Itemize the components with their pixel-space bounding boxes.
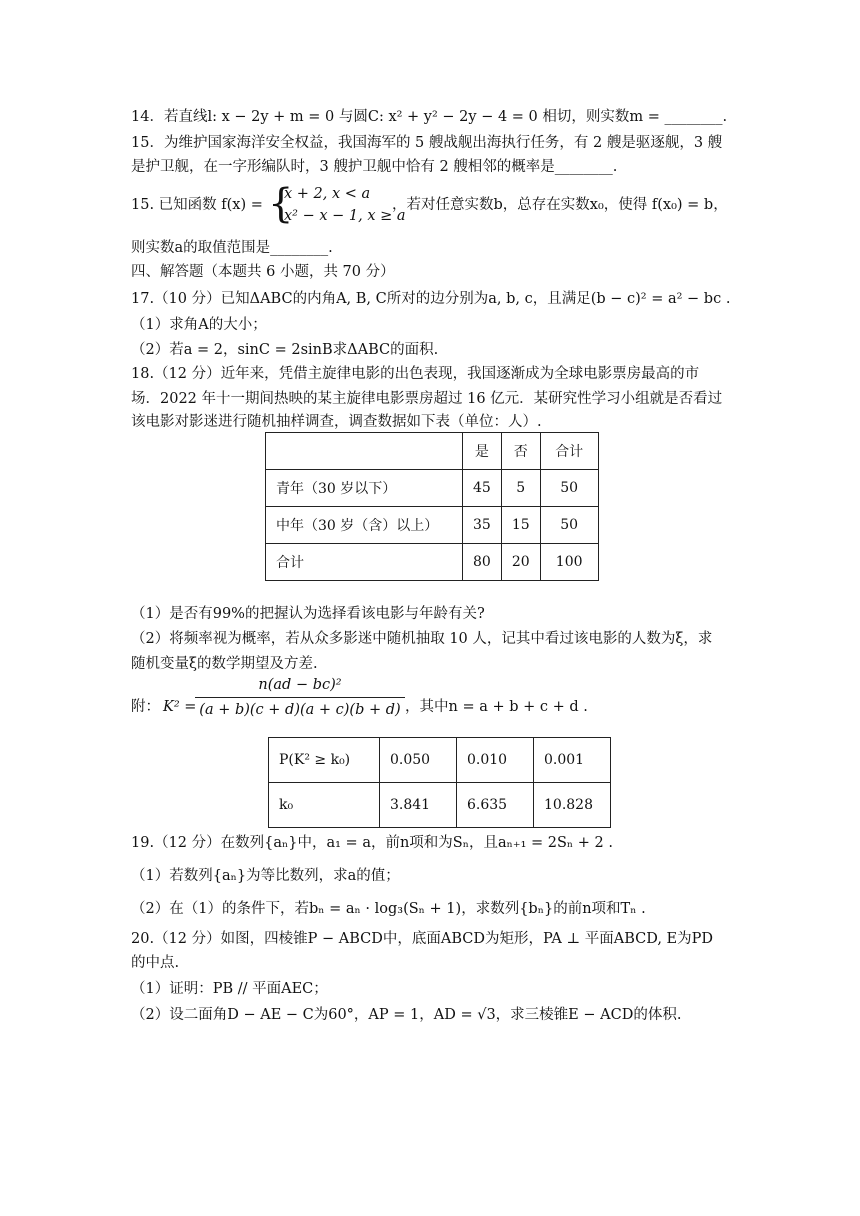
table-cell: 6.635 xyxy=(457,783,534,828)
critical-value-table xyxy=(268,737,611,828)
q18-text-line3: 该电影对影迷进行随机抽样调查，调查数据如下表（单位：人）. xyxy=(131,414,542,430)
table-cell: k₀ xyxy=(269,783,380,828)
table-cell: 合计 xyxy=(266,544,463,581)
q20-text-line2: 的中点. xyxy=(131,955,180,971)
q18-part2-line2: 随机变量ξ的数学期望及方差. xyxy=(131,656,318,672)
table-cell: 3.841 xyxy=(380,783,457,828)
table-cell: 0.001 xyxy=(534,738,611,783)
formula-lhs: K² = xyxy=(163,699,197,715)
q18-part2-line1: （2）将频率视为概率，若从众多影迷中随机抽取 10 人，记其中看过该电影的人数为ξ，求 xyxy=(131,631,713,647)
q15b-answer-line: 则实数a的取值范围是________. xyxy=(131,240,333,256)
q20-part2: （2）设二面角D − AE − C为60°，AP = 1，AD = √3，求三棱锥E − ACD的体积. xyxy=(131,1007,682,1023)
table-row xyxy=(266,507,599,544)
table-cell: 15 xyxy=(501,507,540,544)
table-cell xyxy=(266,433,463,470)
table-cell: 合计 xyxy=(540,433,598,470)
q19-text: 19.（12 分）在数列{aₙ}中，a₁ = a，前n项和为Sₙ，且aₙ₊₁ = 2Sₙ + 2 . xyxy=(131,835,613,851)
table-cell: 45 xyxy=(463,470,502,507)
section-heading: 四、解答题（本题共 6 小题，共 70 分） xyxy=(131,264,395,280)
table-row xyxy=(266,470,599,507)
q15b-condition: ，若对任意实数b，总存在实数x₀，使得 f(x₀) = b， xyxy=(392,197,728,213)
q15-text-line1: 15．为维护国家海洋安全权益，我国海军的 5 艘战舰出海执行任务，有 2 艘是驱逐舰，3 艘 xyxy=(131,135,723,151)
q20-text-line1: 20.（12 分）如图，四棱锥P − ABCD中，底面ABCD为矩形，PA ⊥ 平面ABCD, E为PD xyxy=(131,931,714,947)
table-cell: 5 xyxy=(501,470,540,507)
table-cell: 80 xyxy=(463,544,502,581)
q18-part1: （1）是否有99%的把握认为选择看该电影与年龄有关? xyxy=(131,606,485,622)
formula-fraction xyxy=(195,674,405,721)
table-row xyxy=(269,738,611,783)
q17-text: 17.（10 分）已知ΔABC的内角A, B, C所对的边分别为a, b, c，且满足(b − c)² = a² − bc . xyxy=(131,291,731,307)
table-cell: 20 xyxy=(501,544,540,581)
table-cell: P(K² ≥ k₀) xyxy=(269,738,380,783)
table-cell: 35 xyxy=(463,507,502,544)
table-cell: 100 xyxy=(540,544,598,581)
q20-part1: （1）证明：PB // 平面AEC； xyxy=(131,981,328,997)
piecewise-case-1: x + 2, x < a xyxy=(284,186,371,202)
table-cell: 青年（30 岁以下） xyxy=(266,470,463,507)
q18-text-line1: 18.（12 分）近年来，凭借主旋律电影的出色表现，我国逐渐成为全球电影票房最高的市 xyxy=(131,366,700,382)
fraction-bar xyxy=(195,697,405,698)
appendix-label: 附： xyxy=(131,699,160,715)
q17-part1: （1）求角A的大小； xyxy=(131,317,267,333)
piecewise-case-2: x² − x − 1, x ≥ a xyxy=(284,208,406,224)
table-cell: 否 xyxy=(501,433,540,470)
piecewise-cases xyxy=(284,183,406,227)
table-cell: 50 xyxy=(540,470,598,507)
table-cell: 50 xyxy=(540,507,598,544)
formula-numerator: n(ad − bc)² xyxy=(258,677,342,693)
formula-note: ，其中n = a + b + c + d . xyxy=(405,699,588,715)
formula-denominator: (a + b)(c + d)(a + c)(b + d) xyxy=(199,702,401,718)
table-cell: 0.050 xyxy=(380,738,457,783)
table-cell: 中年（30 岁（含）以上） xyxy=(266,507,463,544)
q17-part2: （2）若a = 2，sinC = 2sinB求ΔABC的面积. xyxy=(131,342,439,358)
q15-text-line2: 是护卫舰，在一字形编队时，3 艘护卫舰中恰有 2 艘相邻的概率是________. xyxy=(131,159,618,175)
table-row xyxy=(266,544,599,581)
survey-table xyxy=(265,432,599,581)
q19-part1: （1）若数列{aₙ}为等比数列，求a的值； xyxy=(131,868,400,884)
table-cell: 是 xyxy=(463,433,502,470)
table-row xyxy=(269,783,611,828)
q18-text-line2: 场．2022 年十一期间热映的某主旋律电影票房超过 16 亿元．某研究性学习小组就是否看过 xyxy=(131,391,723,407)
table-cell: 0.010 xyxy=(457,738,534,783)
table-row xyxy=(266,433,599,470)
q14-text: 14．若直线l: x − 2y + m = 0 与圆C: x² + y² − 2y − 4 = 0 相切，则实数m = ________. xyxy=(131,109,728,125)
table-cell: 10.828 xyxy=(534,783,611,828)
q19-part2: （2）在（1）的条件下，若bₙ = aₙ · log₃(Sₙ + 1)，求数列{bₙ}的前n项和Tₙ . xyxy=(131,901,646,917)
piecewise-brace: { xyxy=(268,181,294,227)
q15b-function-label: 15. 已知函数 f(x) = xyxy=(131,197,263,213)
